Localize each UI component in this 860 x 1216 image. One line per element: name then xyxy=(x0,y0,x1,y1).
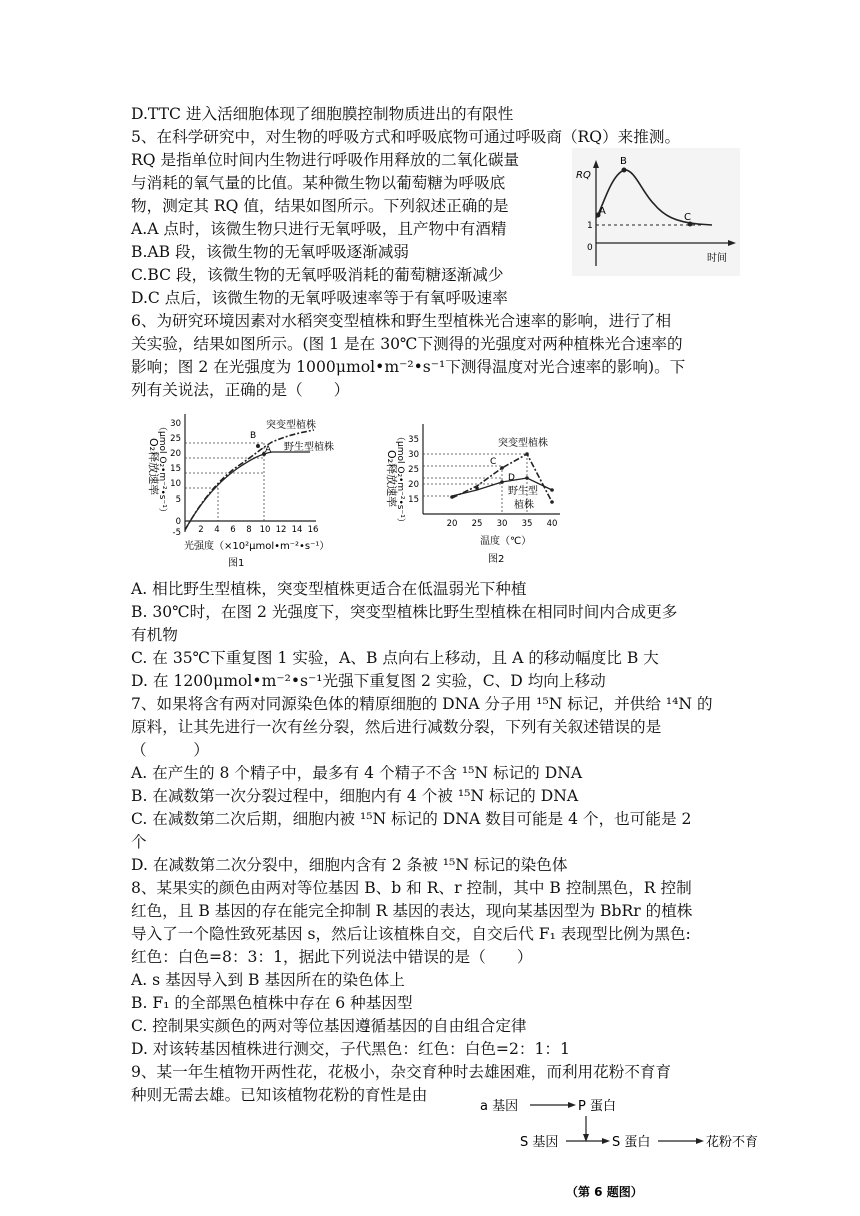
fig2-xtick: 30 xyxy=(496,519,508,529)
text-line: 5、在科学研究中，对生物的呼吸方式和呼吸底物可通过呼吸商（RQ）来推测。 xyxy=(131,128,681,146)
fig2-ytick: 35 xyxy=(408,435,419,445)
text-line: A. s 基因导入到 B 基因所在的染色体上 xyxy=(131,971,405,989)
fig1-yunit: （μmol O₂•m⁻²•s⁻¹） xyxy=(157,422,167,517)
fig1-point-b: B xyxy=(250,431,257,441)
fig1-ytick: 20 xyxy=(170,449,181,459)
fig2-xtick: 25 xyxy=(471,519,483,529)
text-line: B.AB 段，该微生物的无氧呼吸逐渐减弱 xyxy=(131,243,409,261)
fig2-yunit: （μmol O₂•m⁻²•s⁻¹） xyxy=(395,432,405,527)
text-line: D. 在 1200μmol•m⁻²•s⁻¹光强下重复图 2 实验，C、D 均向上移动 xyxy=(131,672,606,690)
fig1-xlabel: 光强度（×10²μmol•m⁻²•s⁻¹） xyxy=(184,541,330,552)
rq-graph xyxy=(572,148,740,276)
text-line: 9、某一年生植物开两性花，花极小，杂交育种时去雄困难，而利用花粉不育育 xyxy=(131,1063,672,1081)
fig1-xtick: 16 xyxy=(307,525,319,535)
text-line: 有机物 xyxy=(131,626,178,644)
text-line: 物，测定其 RQ 值，结果如图所示。下列叙述正确的是 xyxy=(131,197,509,215)
label-b: B xyxy=(620,156,627,167)
text-line: A. 在产生的 8 个精子中，最多有 4 个精子不含 ¹⁵N 标记的 DNA xyxy=(131,764,583,782)
gene-diagram xyxy=(480,1092,770,1212)
fig1-caption: 图1 xyxy=(228,558,245,569)
sterile-label: 花粉不育 xyxy=(706,1135,759,1150)
fig2-ytick: 25 xyxy=(408,465,419,475)
fig2-point-d: D xyxy=(508,473,515,483)
rq-curve xyxy=(596,170,712,225)
fig1-ytick: 0 xyxy=(175,517,181,527)
rq-figure xyxy=(572,148,740,276)
fig1-xtick: 10 xyxy=(259,525,271,535)
fig1-xtick: 8 xyxy=(246,525,252,535)
text-line: 原料，让其先进行一次有丝分裂，然后进行减数分裂，下列有关叙述错误的是 xyxy=(131,718,662,736)
text-line: （ ） xyxy=(131,741,209,759)
text-line: 导入了一个隐性致死基因 s，然后让该植株自交，自交后代 F₁ 表现型比例为黑色: xyxy=(131,925,691,943)
fig2-wild-label: 植株 xyxy=(514,500,534,511)
rq-xlabel: 时间 xyxy=(707,253,727,264)
text-line: D.TTC 进入活细胞体现了细胞膜控制物质进出的有限性 xyxy=(131,105,514,123)
fig2-point-c: C xyxy=(490,457,497,467)
text-line: B. F₁ 的全部黑色植株中存在 6 种基因型 xyxy=(131,994,413,1012)
fig1-xtick: 6 xyxy=(230,525,236,535)
fig1-xtick: 14 xyxy=(291,525,303,535)
fig1-ytick: 5 xyxy=(175,495,181,505)
rq-ylabel: RQ xyxy=(576,170,591,181)
p-protein-label: P 蛋白 xyxy=(578,1099,616,1114)
origin-0: 0 xyxy=(587,243,593,253)
fig2-xtick: 40 xyxy=(546,519,558,529)
fig2-ytick: 20 xyxy=(408,480,419,490)
text-line: D. 对该转基因植株进行测交，子代黑色：红色：白色=2：1：1 xyxy=(131,1040,570,1058)
point-b xyxy=(622,168,627,173)
fig2-ylabel: O₂释放速率 xyxy=(385,450,398,508)
fig1-point-a: A xyxy=(265,445,272,455)
text-line: B. 30℃时，在图 2 光强度下，突变型植株比野生型植株在相同时间内合成更多 xyxy=(131,603,678,621)
fig1-ytick: 25 xyxy=(170,434,181,444)
text-line: 与消耗的氧气量的比值。某种微生物以葡萄糖为呼吸底 xyxy=(131,174,506,192)
text-line: 影响；图 2 在光强度为 1000μmol•m⁻²•s⁻¹下测得温度对光合速率的影响)。下 xyxy=(131,358,686,376)
fig1-ylabel: O₂释放速率 xyxy=(147,438,160,496)
text-line: 红色，且 B 基因的存在能完全抑制 R 基因的表达，现向某基因型为 BbRr 的植株 xyxy=(131,902,693,920)
label-c: C xyxy=(684,212,691,223)
text-line: 关实验，结果如图所示。(图 1 是在 30℃下测得的光强度对两种植株光合速率的 xyxy=(131,335,683,353)
figure-2 xyxy=(378,420,570,572)
text-line: D. 在减数第二次分裂中，细胞内含有 2 条被 ¹⁵N 标记的染色体 xyxy=(131,856,568,874)
fig1-xtick: 4 xyxy=(214,525,220,535)
s-protein-label: S 蛋白 xyxy=(612,1135,651,1150)
fig2-xtick: 35 xyxy=(521,519,533,529)
fig1-wild-curve xyxy=(185,452,310,530)
fig2-ytick: 30 xyxy=(408,450,419,460)
text-line: C.BC 段，该微生物的无氧呼吸消耗的葡萄糖逐渐减少 xyxy=(131,266,504,284)
fig1-ytick: 30 xyxy=(170,419,181,429)
arrow-icon xyxy=(696,1138,704,1144)
fig2-wild-label: 野生型 xyxy=(508,486,538,497)
text-line: 7、如果将含有两对同源染色体的精原细胞的 DNA 分子用 ¹⁵N 标记，并供给 ¹⁴N 的 xyxy=(131,695,713,713)
text-line: 列有关说法，正确的是（ ） xyxy=(131,381,350,399)
fig1-ytick: 10 xyxy=(170,479,181,489)
text-line: A.A 点时，该微生物只进行无氧呼吸，且产物中有酒精 xyxy=(131,220,507,238)
s-gene-label: S 基因 xyxy=(520,1135,559,1150)
fig1-wild-label: 野生型植株 xyxy=(284,442,334,453)
fig1-mutant-label: 突变型植株 xyxy=(266,420,316,431)
arrow-icon xyxy=(568,1102,576,1108)
figure-1 xyxy=(138,408,338,572)
fig1-xtick: 12 xyxy=(275,525,287,535)
label-a: A xyxy=(599,206,606,217)
text-line: RQ 是指单位时间内生物进行呼吸作用释放的二氧化碳量 xyxy=(131,151,520,169)
text-line: D.C 点后，该微生物的无氧呼吸速率等于有氧呼吸速率 xyxy=(131,289,508,307)
fig2-caption: 图2 xyxy=(488,554,505,565)
text-line: 6、为研究环境因素对水稻突变型植株和野生型植株光合速率的影响，进行了相 xyxy=(131,312,672,330)
fig1-xtick: 2 xyxy=(198,525,204,535)
fig2-xlabel: 温度（℃） xyxy=(480,536,532,547)
text-line: A. 相比野生型植株，突变型植株更适合在低温弱光下种植 xyxy=(131,580,527,598)
arrow-icon xyxy=(602,1138,610,1144)
text-line: 8、某果实的颜色由两对等位基因 B、b 和 R、r 控制，其中 B 控制黑色，R 控制 xyxy=(131,879,692,897)
fig1-ytick: 15 xyxy=(170,464,181,474)
text-line: B. 在减数第一次分裂过程中，细胞内有 4 个被 ¹⁵N 标记的 DNA xyxy=(131,787,579,805)
gene-caption: （第 6 题图） xyxy=(566,1185,643,1199)
fig2-xtick: 20 xyxy=(446,519,458,529)
fig2-mutant-label: 突变型植株 xyxy=(498,438,548,449)
text-line: C. 控制果实颜色的两对等位基因遵循基因的自由组合定律 xyxy=(131,1017,527,1035)
a-gene-label: a 基因 xyxy=(480,1099,519,1114)
tick-1: 1 xyxy=(587,221,593,231)
text-line: 个 xyxy=(131,833,147,851)
fig1-ytick: -5 xyxy=(172,528,181,538)
text-line: 种则无需去雄。已知该植物花粉的育性是由 xyxy=(131,1086,428,1104)
text-line: C. 在减数第二次后期，细胞内被 ¹⁵N 标记的 DNA 数目可能是 4 个，也可能是 2 xyxy=(131,810,692,828)
text-line: 红色：白色=8：3：1，据此下列说法中错误的是（ ） xyxy=(131,948,533,966)
text-line: C. 在 35℃下重复图 1 实验，A、B 点向右上移动，且 A 的移动幅度比 B 大 xyxy=(131,649,659,667)
fig2-ytick: 15 xyxy=(408,495,419,505)
